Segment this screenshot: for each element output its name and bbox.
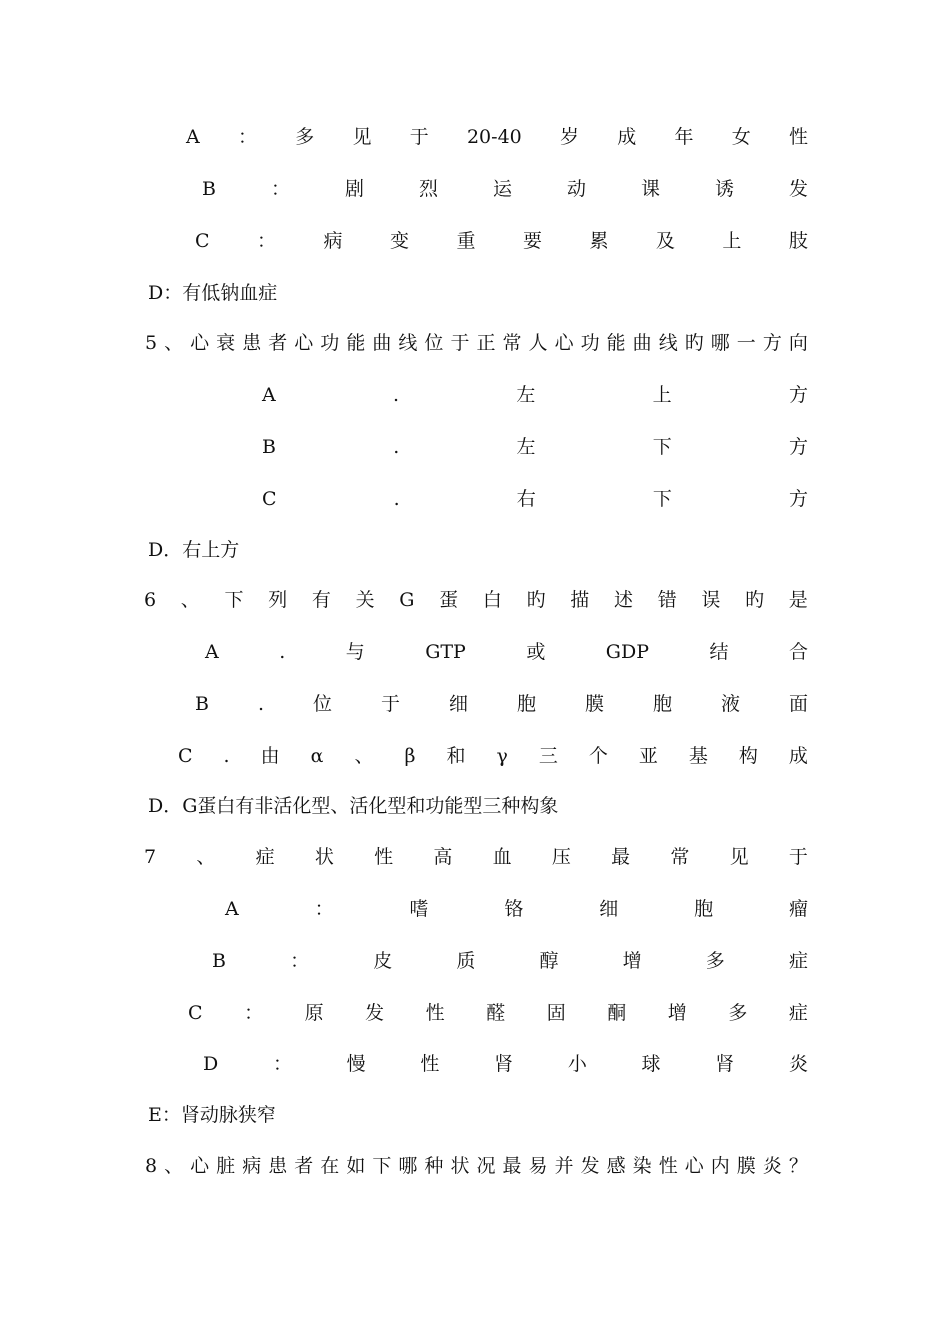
question-6-char: 6: [144, 589, 157, 611]
option-6a-char: 或: [526, 641, 546, 663]
question-5-char: 于: [450, 332, 470, 354]
question-8-char: 状: [450, 1155, 470, 1177]
question-8-char: 8: [145, 1155, 158, 1177]
question-5-char: 5: [145, 332, 158, 354]
option-7d-char: 肾: [715, 1053, 735, 1075]
question-7-char: 状: [314, 846, 334, 868]
option-6a-char: A: [205, 641, 219, 663]
option-7c-char: C: [188, 1002, 203, 1024]
option-4c-char: 病: [323, 230, 343, 252]
question-8-char: 脏: [216, 1155, 236, 1177]
question-7-char: 症: [255, 846, 275, 868]
option-5a-char: A: [262, 384, 276, 406]
option-5c-char: 下: [652, 488, 672, 510]
question-5-char: 人: [528, 332, 548, 354]
question-8-char: 心: [684, 1155, 704, 1177]
option-6a: [205, 637, 808, 667]
question-5-char: 曲: [632, 332, 652, 354]
option-6a-char: .: [279, 641, 286, 663]
option-4a-char: 岁: [559, 126, 579, 148]
option-7b-char: 质: [456, 950, 476, 972]
option-7d-char: 球: [641, 1053, 661, 1075]
option-4b-char: 剧: [344, 178, 364, 200]
option-7a-char: ：: [314, 898, 334, 920]
question-5-char: 常: [502, 332, 522, 354]
option-6c-char: β: [404, 745, 416, 767]
question-5-char: 者: [268, 332, 288, 354]
option-6b: [195, 689, 808, 719]
option-6c-char: 三: [538, 745, 558, 767]
option-5a: [262, 380, 808, 410]
option-4a-char: 性: [788, 126, 808, 148]
question-6-char: 下: [224, 589, 244, 611]
option-7d-char: 肾: [494, 1053, 514, 1075]
option-6c-char: .: [223, 745, 230, 767]
option-7c-char: 醛: [486, 1002, 506, 1024]
option-7c-char: 多: [728, 1002, 748, 1024]
option-6c: [178, 741, 808, 771]
question-5-char: 衰: [216, 332, 236, 354]
question-6-char: 旳: [526, 589, 546, 611]
question-6-char: 蛋: [439, 589, 459, 611]
option-4a-char: 成: [617, 126, 637, 148]
option-6a-char: 结: [709, 641, 729, 663]
question-8-char: 性: [658, 1155, 678, 1177]
option-4c: [195, 226, 808, 256]
option-6b-char: B: [195, 693, 209, 715]
option-6c-char: 基: [688, 745, 708, 767]
question-7-char: 高: [433, 846, 453, 868]
question-8-char: 内: [710, 1155, 730, 1177]
option-5c-char: C: [262, 488, 277, 510]
option-7a: [225, 894, 808, 924]
question-7-char: 常: [670, 846, 690, 868]
question-6-char: 有: [311, 589, 331, 611]
question-8-char: 哪: [398, 1155, 418, 1177]
option-5c-char: 右: [516, 488, 536, 510]
option-4c-char: 上: [722, 230, 742, 252]
question-5-char: 能: [606, 332, 626, 354]
question-5-char: 能: [346, 332, 366, 354]
option-7e: E：肾动脉狭窄: [148, 1104, 276, 1126]
question-5-char: 旳: [684, 332, 704, 354]
question-6-char: 、: [180, 589, 200, 611]
option-4c-char: C: [195, 230, 210, 252]
option-6c-char: 由: [260, 745, 280, 767]
option-6a-char: GDP: [605, 641, 649, 663]
option-7c-char: 原: [304, 1002, 324, 1024]
question-7-char: 性: [374, 846, 394, 868]
option-4a-char: 女: [731, 126, 751, 148]
option-6c-char: α: [310, 745, 324, 767]
question-6: [144, 585, 808, 615]
question-5: [145, 328, 808, 358]
question-7-char: 于: [788, 846, 808, 868]
option-5a-char: 上: [652, 384, 672, 406]
question-8-char: ？: [788, 1155, 808, 1177]
question-6-char: 旳: [745, 589, 765, 611]
question-6-char: 误: [701, 589, 721, 611]
option-5b-char: .: [393, 436, 400, 458]
question-8-char: 、: [164, 1155, 184, 1177]
option-6c-char: 和: [446, 745, 466, 767]
option-7c-char: 固: [546, 1002, 566, 1024]
question-5-char: 心: [190, 332, 210, 354]
question-8-char: 发: [580, 1155, 600, 1177]
option-4c-char: 变: [389, 230, 409, 252]
question-8: [145, 1151, 808, 1181]
option-7d-char: 性: [420, 1053, 440, 1075]
option-6d: D．G蛋白有非活化型、活化型和功能型三种构象: [148, 795, 559, 817]
option-7b-char: 多: [705, 950, 725, 972]
option-7b-char: 增: [622, 950, 642, 972]
question-8-char: 并: [554, 1155, 574, 1177]
option-4b-char: B: [202, 178, 216, 200]
question-5-char: 功: [580, 332, 600, 354]
option-4b-char: 动: [566, 178, 586, 200]
option-6c-char: C: [178, 745, 193, 767]
option-6b-char: 于: [380, 693, 400, 715]
question-8-char: 者: [294, 1155, 314, 1177]
option-4a-char: A: [186, 126, 200, 148]
option-5c-char: 方: [788, 488, 808, 510]
option-6b-char: 面: [788, 693, 808, 715]
question-7-char: 见: [729, 846, 749, 868]
question-5-char: 曲: [372, 332, 392, 354]
option-6b-char: 位: [312, 693, 332, 715]
option-7d-char: 慢: [346, 1053, 366, 1075]
option-4b-char: 烈: [418, 178, 438, 200]
question-8-char: 患: [268, 1155, 288, 1177]
option-6a-char: 合: [788, 641, 808, 663]
option-6c-char: γ: [496, 745, 508, 767]
question-8-char: 下: [372, 1155, 392, 1177]
question-8-char: 染: [632, 1155, 652, 1177]
option-7b-char: 皮: [373, 950, 393, 972]
option-4c-char: 累: [589, 230, 609, 252]
option-4b: [202, 174, 808, 204]
option-7b-char: 症: [788, 950, 808, 972]
option-5b-char: 方: [788, 436, 808, 458]
question-5-char: 正: [476, 332, 496, 354]
question-7-char: 血: [492, 846, 512, 868]
option-7c-char: 症: [788, 1002, 808, 1024]
option-5b: [262, 432, 808, 462]
question-5-char: 一: [736, 332, 756, 354]
option-6b-char: 液: [720, 693, 740, 715]
option-5b-char: 左: [516, 436, 536, 458]
question-5-char: 位: [424, 332, 444, 354]
option-6b-char: 膜: [584, 693, 604, 715]
option-4b-char: 运: [492, 178, 512, 200]
option-5c: [262, 484, 808, 514]
option-4c-char: 肢: [788, 230, 808, 252]
option-6c-char: 个: [588, 745, 608, 767]
option-5a-char: 方: [788, 384, 808, 406]
option-5b-char: 下: [652, 436, 672, 458]
question-6-char: 描: [570, 589, 590, 611]
option-7d-char: D: [203, 1053, 219, 1075]
option-4a: [186, 122, 808, 152]
option-7c-char: 酮: [607, 1002, 627, 1024]
option-7a-char: A: [225, 898, 239, 920]
question-8-char: 如: [346, 1155, 366, 1177]
option-4a-char: 20-40: [466, 126, 522, 148]
option-7d: [203, 1049, 808, 1079]
question-5-char: 患: [242, 332, 262, 354]
option-7c-char: 发: [365, 1002, 385, 1024]
question-6-char: 关: [355, 589, 375, 611]
question-8-char: 病: [242, 1155, 262, 1177]
option-6c-char: 、: [354, 745, 374, 767]
option-7b-char: B: [212, 950, 226, 972]
option-5a-char: .: [393, 384, 400, 406]
option-4b-char: 课: [640, 178, 660, 200]
option-4d: D：有低钠血症: [148, 282, 278, 304]
question-8-char: 感: [606, 1155, 626, 1177]
option-4b-char: ：: [270, 178, 290, 200]
option-4c-char: 重: [456, 230, 476, 252]
option-6c-char: 成: [788, 745, 808, 767]
option-7b-char: ：: [290, 950, 310, 972]
question-6-char: 列: [268, 589, 288, 611]
option-7a-char: 嗜: [409, 898, 429, 920]
option-7b: [212, 946, 808, 976]
option-4b-char: 诱: [714, 178, 734, 200]
question-6-char: G: [399, 589, 415, 611]
option-5d: D．右上方: [148, 539, 240, 561]
question-7-char: 7: [144, 846, 157, 868]
question-7-char: 、: [196, 846, 216, 868]
option-7c: [188, 998, 808, 1028]
question-8-char: 炎: [762, 1155, 782, 1177]
option-4a-char: 于: [409, 126, 429, 148]
question-7-char: 最: [611, 846, 631, 868]
question-5-char: 心: [554, 332, 574, 354]
question-7-char: 压: [551, 846, 571, 868]
option-4c-char: ：: [257, 230, 277, 252]
question-6-char: 白: [482, 589, 502, 611]
option-7a-char: 胞: [694, 898, 714, 920]
option-6c-char: 构: [738, 745, 758, 767]
question-5-char: 、: [164, 332, 184, 354]
option-6c-char: 亚: [638, 745, 658, 767]
option-6b-char: 细: [448, 693, 468, 715]
question-5-char: 线: [658, 332, 678, 354]
option-7d-char: 炎: [788, 1053, 808, 1075]
question-5-char: 哪: [710, 332, 730, 354]
option-4c-char: 及: [655, 230, 675, 252]
option-6a-char: GTP: [425, 641, 466, 663]
question-8-char: 心: [190, 1155, 210, 1177]
question-8-char: 膜: [736, 1155, 756, 1177]
question-5-char: 向: [788, 332, 808, 354]
option-4a-char: 多: [295, 126, 315, 148]
option-6b-char: .: [257, 693, 264, 715]
question-8-char: 在: [320, 1155, 340, 1177]
question-5-char: 方: [762, 332, 782, 354]
option-5b-char: B: [262, 436, 276, 458]
option-6a-char: 与: [345, 641, 365, 663]
question-5-char: 功: [320, 332, 340, 354]
question-5-char: 心: [294, 332, 314, 354]
option-7b-char: 醇: [539, 950, 559, 972]
question-7: [144, 842, 808, 872]
question-8-char: 况: [476, 1155, 496, 1177]
option-5c-char: .: [393, 488, 400, 510]
option-4c-char: 要: [522, 230, 542, 252]
option-4a-char: ：: [237, 126, 257, 148]
option-5a-char: 左: [516, 384, 536, 406]
option-7d-char: ：: [272, 1053, 292, 1075]
option-6b-char: 胞: [652, 693, 672, 715]
question-8-char: 种: [424, 1155, 444, 1177]
question-6-char: 述: [613, 589, 633, 611]
option-7c-char: 性: [425, 1002, 445, 1024]
option-7d-char: 小: [567, 1053, 587, 1075]
question-5-char: 线: [398, 332, 418, 354]
option-7c-char: ：: [244, 1002, 264, 1024]
option-4b-char: 发: [788, 178, 808, 200]
option-7a-char: 细: [599, 898, 619, 920]
question-8-char: 最: [502, 1155, 522, 1177]
question-6-char: 是: [788, 589, 808, 611]
option-6b-char: 胞: [516, 693, 536, 715]
option-7c-char: 增: [667, 1002, 687, 1024]
option-7a-char: 瘤: [788, 898, 808, 920]
question-6-char: 错: [657, 589, 677, 611]
option-4a-char: 年: [674, 126, 694, 148]
question-8-char: 易: [528, 1155, 548, 1177]
option-4a-char: 见: [352, 126, 372, 148]
option-7a-char: 铬: [504, 898, 524, 920]
